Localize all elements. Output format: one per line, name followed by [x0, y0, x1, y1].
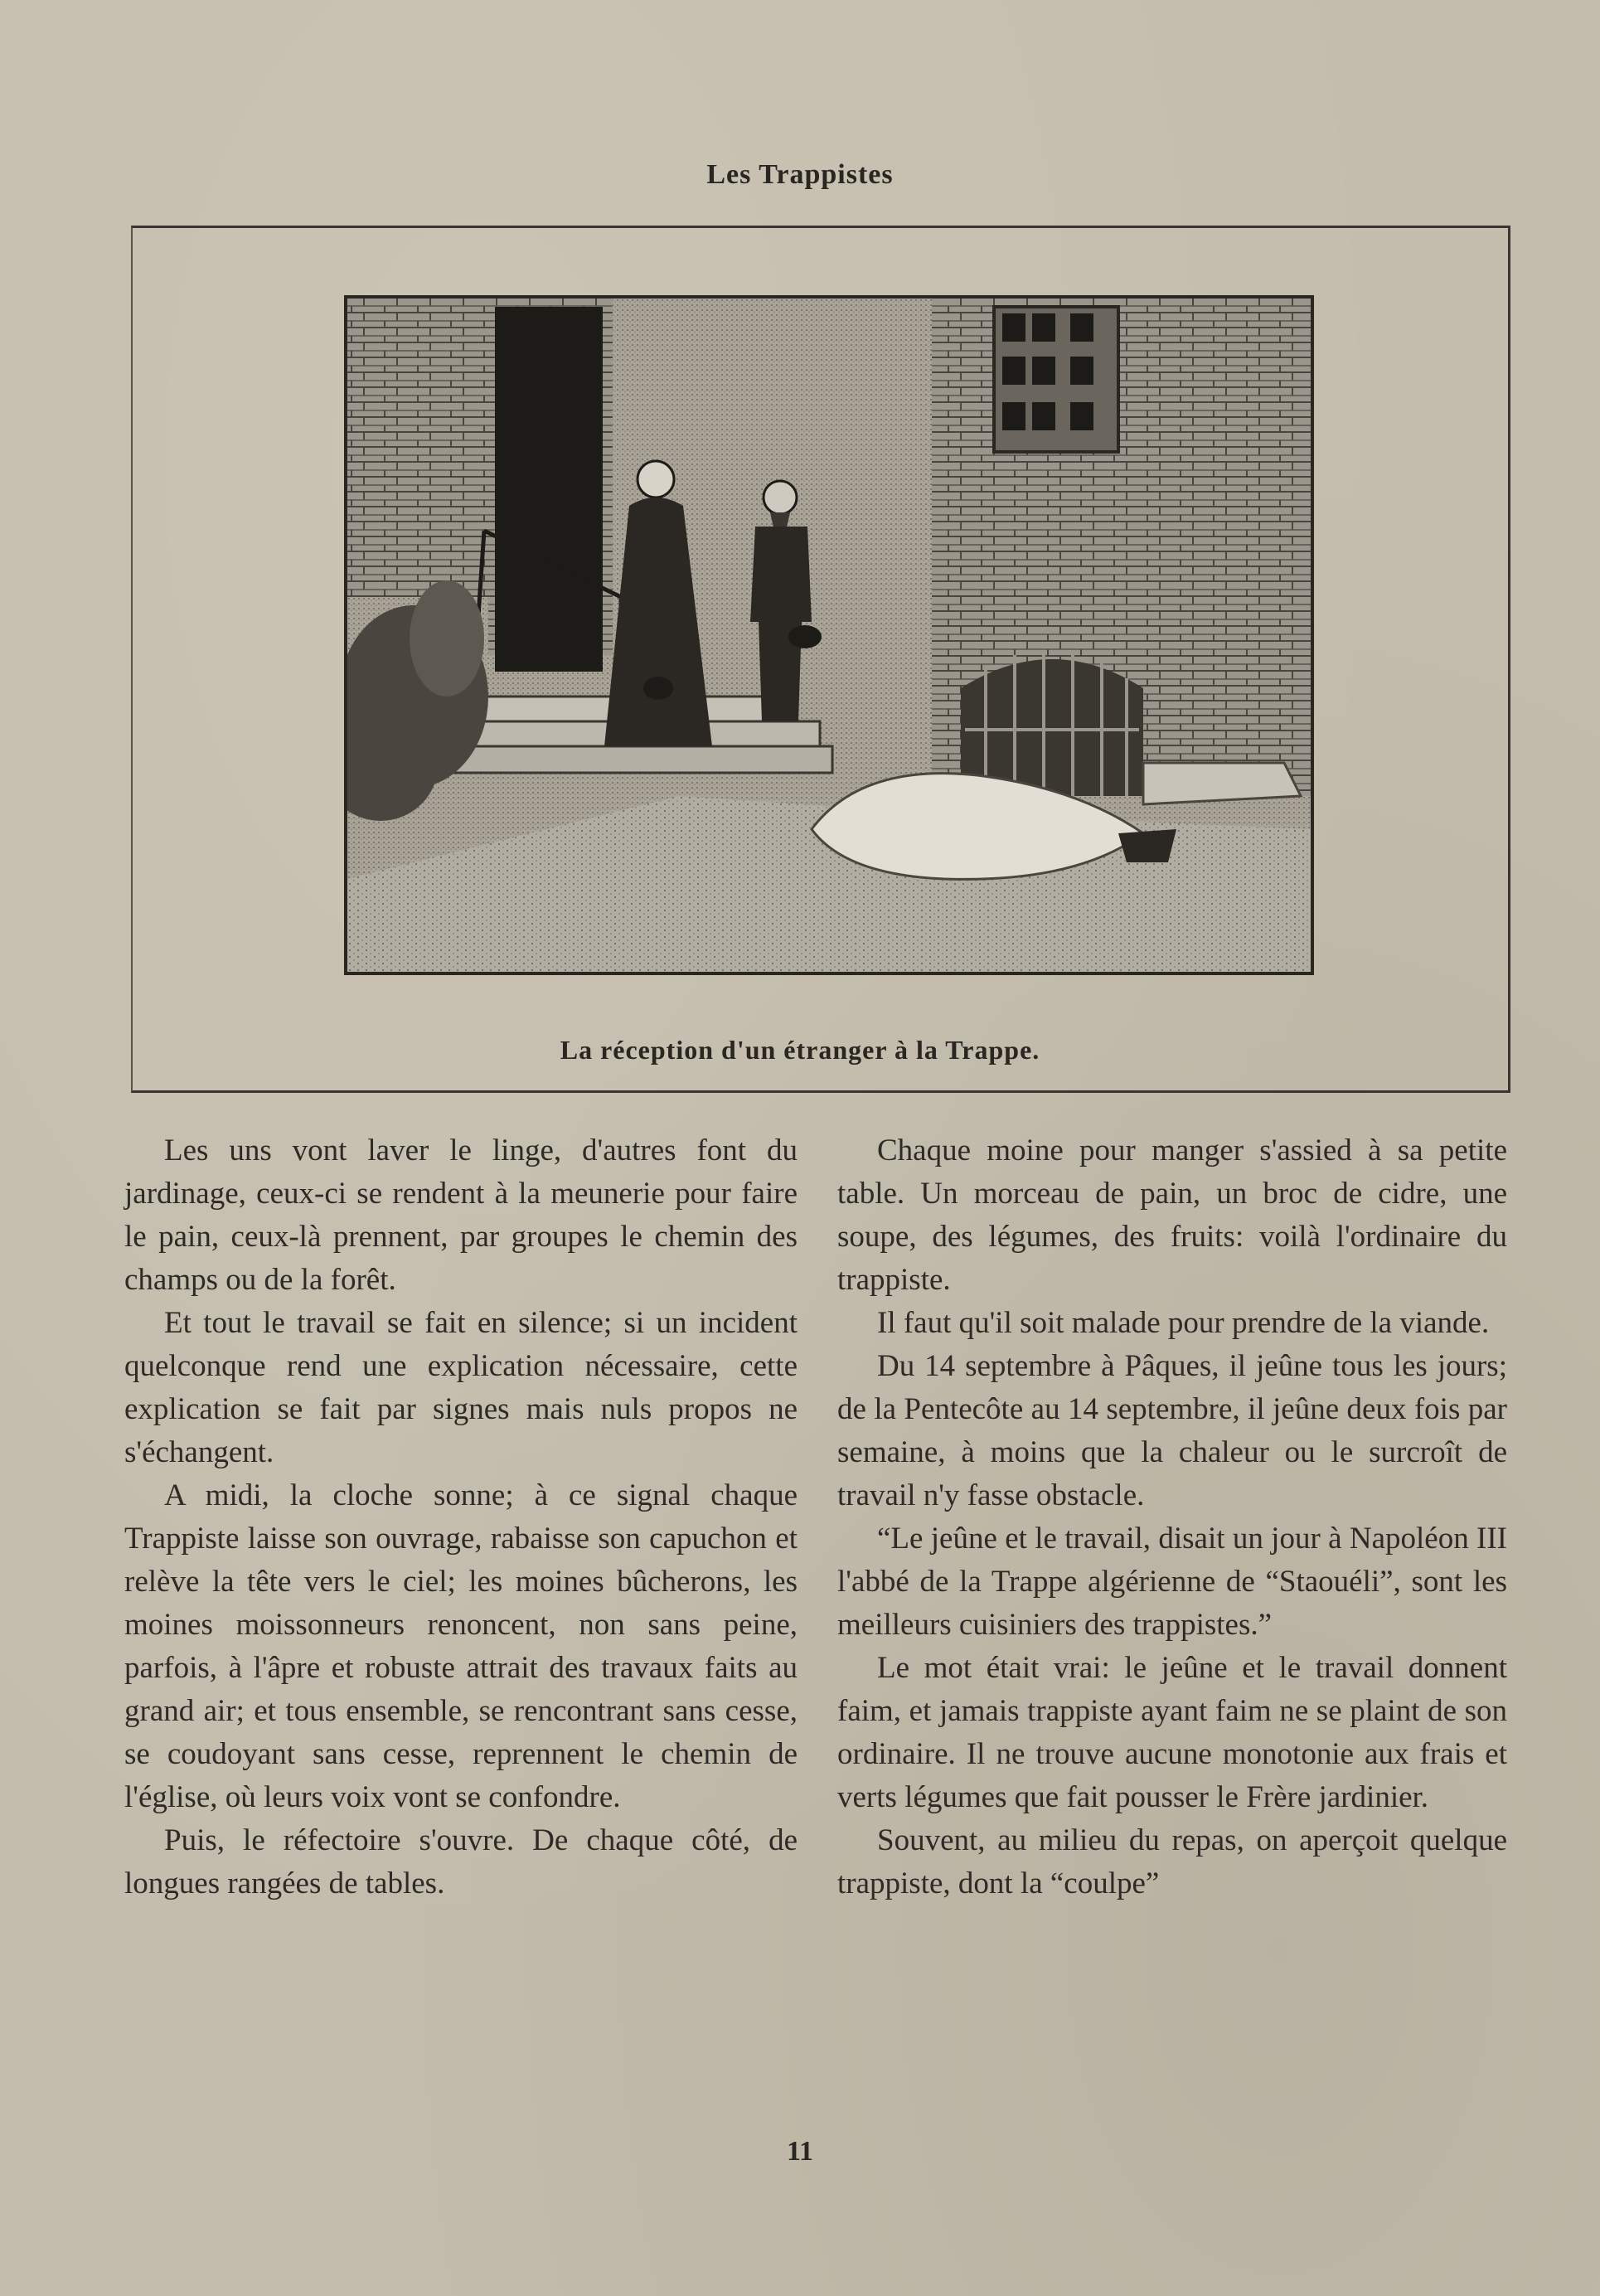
page-number: 11 — [786, 2136, 814, 2167]
dark-doorway — [495, 307, 603, 672]
photograph-illustration — [347, 299, 1311, 972]
paragraph: Puis, le réfectoire s'ouvre. De chaque côté, de longues rangées de tables. — [124, 1823, 798, 1900]
paragraph: “Le jeûne et le travail, disait un jour à Napoléon III l'abbé de la Trappe algérienne de “Staouéli”, sont les meilleurs cuisiniers des trappistes.” — [837, 1522, 1507, 1642]
paragraph: Il faut qu'il soit malade pour prendre de la viande. — [877, 1306, 1490, 1340]
left-column — [124, 1129, 798, 1905]
paragraph: Chaque moine pour manger s'assied à sa petite table. Un morceau de pain, un broc de cidre, une soupe, des légumes, des fruits: voilà l'ordinaire du trappiste. — [837, 1133, 1507, 1297]
paragraph: A midi, la cloche sonne; à ce signal chaque Trappiste laisse son ouvrage, rabaisse son capuchon et relève la tête vers le ciel; les moines bûcherons, les moines moissonneurs renoncent, non sans peine, parfois, à l'âpre et robuste attrait des travaux faits au grand air; et tous ensemble, se rencontrant sans cesse, se coudoyant sans cesse, reprennent le chemin de l'église, où leurs voix vont se confondre. — [124, 1478, 798, 1814]
stone-bench — [1143, 763, 1301, 804]
paragraph: Souvent, au milieu du repas, on aperçoit quelque trappiste, dont la “coulpe” — [837, 1823, 1507, 1900]
paragraph: Du 14 septembre à Pâques, il jeûne tous les jours; de la Pentecôte au 14 septembre, il jeûne deux fois par semaine, à moins que la chaleur ou le surcroît de travail n'y fasse obstacle. — [837, 1349, 1507, 1512]
running-title: Les Trappistes — [706, 159, 894, 190]
paragraph: Le mot était vrai: le jeûne et le travail donnent faim, et jamais trappiste ayant faim ne se plaint de son ordinaire. Il ne trouve aucune monotonie aux frais et verts légumes que fait pousser le Frère jardinier. — [837, 1651, 1507, 1814]
upper-window — [994, 307, 1118, 452]
figure-caption: La réception d'un étranger à la Trappe. — [560, 1035, 1040, 1065]
paragraph: Et tout le travail se fait en silence; si un incident quelconque rend une explication nécessaire, cette explication se fait par signes mais nuls propos ne s'échangent. — [124, 1306, 798, 1469]
right-column — [837, 1129, 1507, 1905]
left-brick-wall — [347, 299, 492, 597]
photograph — [344, 295, 1314, 975]
paragraph: Les uns vont laver le linge, d'autres font du jardinage, ceux-ci se rendent à la meunerie pour faire le pain, ceux-là prennent, par groupes le chemin des champs ou de la forêt. — [124, 1133, 798, 1297]
